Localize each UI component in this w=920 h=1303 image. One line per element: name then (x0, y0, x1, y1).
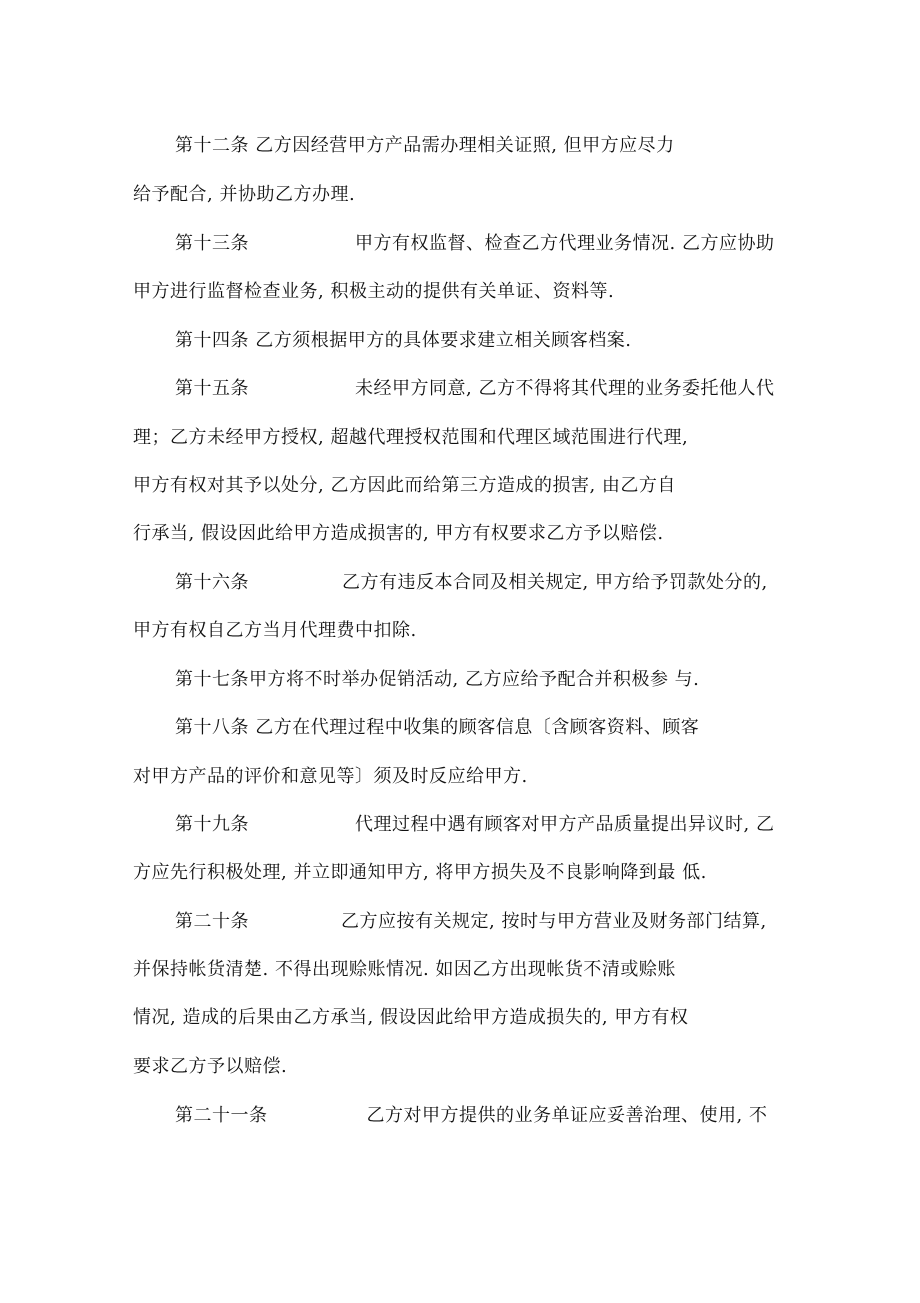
article-15-line-4: 行承当, 假设因此给甲方造成损害的, 甲方有权要求乙方予以赔偿. (133, 523, 664, 544)
article-21-line-1 (175, 1104, 767, 1128)
article-20-line-3: 情况, 造成的后果由乙方承当, 假设因此给甲方造成损失的, 甲方有权 (133, 1007, 689, 1028)
article-15-line-2: 理；乙方未经甲方授权, 超越代理授权范围和代理区域范围进行代理, (133, 427, 689, 448)
article-14-line-1: 第十四条 乙方须根据甲方的具体要求建立相关顾客档案. (175, 330, 632, 351)
article-19-line-2: 方应先行积极处理, 并立即通知甲方, 将甲方损失及不良影响降到最 低. (133, 862, 707, 883)
article-20-line-1 (175, 910, 767, 934)
article-12-line-2: 给予配合, 并协助乙方办理. (133, 184, 356, 205)
article-15-text: 未经甲方同意, 乙方不得将其代理的业务委托他人代 (355, 378, 775, 399)
article-18-line-2: 对甲方产品的评价和意见等〕须及时反应给甲方. (133, 766, 528, 787)
article-17-line-1: 第十七条甲方将不时举办促销活动, 乙方应给予配合并积极参 与. (175, 669, 700, 690)
article-20-line-4: 要求乙方予以赔偿. (133, 1056, 288, 1077)
article-20-title: 第二十条 (175, 911, 249, 932)
article-19-title: 第十九条 (175, 814, 249, 835)
article-15-title: 第十五条 (175, 378, 249, 399)
article-15-line-1 (175, 377, 774, 401)
article-19-line-1 (175, 813, 774, 837)
article-13-line-1 (175, 232, 774, 256)
article-18-line-1: 第十八条 乙方在代理过程中收集的顾客信息〔含顾客资料、顾客 (175, 717, 700, 738)
article-13-line-2: 甲方进行监督检查业务, 积极主动的提供有关单证、资料等. (133, 281, 615, 302)
article-20-text: 乙方应按有关规定, 按时与甲方营业及财务部门结算, (341, 911, 767, 932)
article-16-title: 第十六条 (175, 572, 249, 593)
article-16-line-1 (175, 571, 768, 595)
article-20-line-2: 并保持帐货清楚. 不得出现赊账情况. 如因乙方出现帐货不清或赊账 (133, 959, 676, 980)
article-16-text: 乙方有违反本合同及相关规定, 甲方给予罚款处分的, (342, 572, 768, 593)
article-15-line-3: 甲方有权对其予以处分, 乙方因此而给第三方造成的损害, 由乙方自 (133, 475, 676, 496)
article-13-title: 第十三条 (175, 233, 249, 254)
article-19-text: 代理过程中遇有顾客对甲方产品质量提出异议时, 乙 (355, 814, 775, 835)
article-16-line-2: 甲方有权自乙方当月代理费中扣除. (133, 620, 417, 641)
article-13-text: 甲方有权监督、检查乙方代理业务情况. 乙方应协助 (355, 233, 775, 254)
article-12-line-1: 第十二条 乙方因经营甲方产品需办理相关证照, 但甲方应尽力 (175, 135, 675, 156)
article-21-title: 第二十一条 (175, 1105, 268, 1126)
article-21-text: 乙方对甲方提供的业务单证应妥善治理、使用, 不 (366, 1105, 768, 1126)
